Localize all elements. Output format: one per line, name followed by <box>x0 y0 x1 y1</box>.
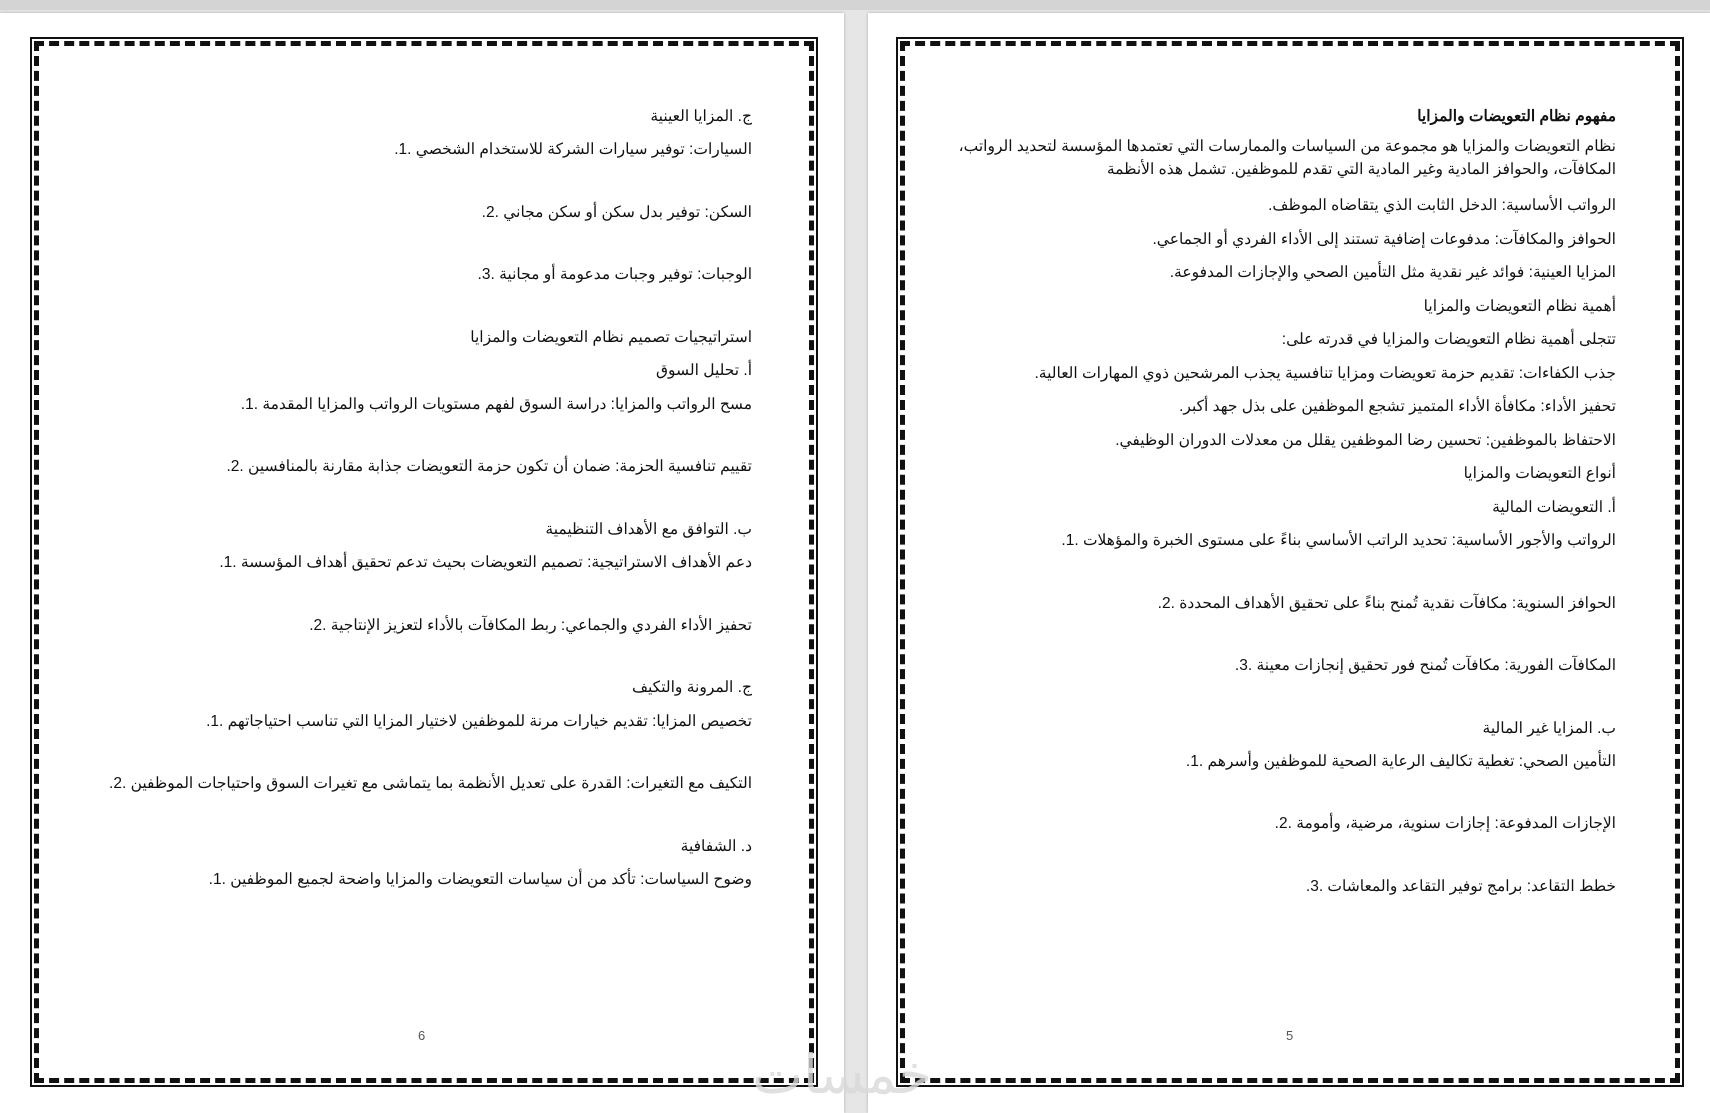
text-line: الحوافز والمكافآت: مدفوعات إضافية تستند إلى الأداء الفردي أو الجماعي. <box>1152 230 1616 248</box>
text-line: أهمية نظام التعويضات والمزايا <box>1423 297 1616 315</box>
document-page-6 <box>0 13 844 1113</box>
numbered-item: مسح الرواتب والمزايا: دراسة السوق لفهم مستويات الرواتب والمزايا المقدمة .1. <box>240 395 752 413</box>
text-line: الرواتب الأساسية: الدخل الثابت الذي يتقاضاه الموظف. <box>1268 197 1616 215</box>
text-line: ب. التوافق مع الأهداف التنظيمية <box>545 520 752 538</box>
text-line: أنواع التعويضات والمزايا <box>1463 465 1616 483</box>
numbered-item: تحفيز الأداء الفردي والجماعي: ربط المكافآت بالأداء لتعزيز الإنتاجية .2. <box>309 616 752 634</box>
page-content <box>70 106 752 892</box>
numbered-item: تخصيص المزايا: تقديم خيارات مرنة للموظفين لاختيار المزايا التي تناسب احتياجاتهم .1. <box>206 712 752 730</box>
numbered-item: الوجبات: توفير وجبات مدعومة أو مجانية .3. <box>477 266 752 284</box>
numbered-item: السيارات: توفير سيارات الشركة للاستخدام الشخصي .1. <box>394 141 752 159</box>
text-line: استراتيجيات تصميم نظام التعويضات والمزايا <box>470 328 752 346</box>
numbered-item: وضوح السياسات: تأكد من أن سياسات التعويضات والمزايا واضحة لجميع الموظفين .1. <box>208 871 752 889</box>
page-number: 5 <box>1286 1028 1294 1043</box>
text-line: ب. المزايا غير المالية <box>1482 719 1616 737</box>
watermark-logo: خمسات <box>752 1045 933 1105</box>
page-number: 6 <box>418 1028 426 1043</box>
text-line: ج. المزايا العينية <box>650 108 752 125</box>
numbered-item: التكيف مع التغيرات: القدرة على تعديل الأنظمة بما يتماشى مع تغيرات السوق واحتياجات الموظفين .2. <box>109 775 752 793</box>
numbered-item: الحوافز السنوية: مكافآت نقدية تُمنح بناءً على تحقيق الأهداف المحددة .2. <box>1157 594 1616 612</box>
text-line: جذب الكفاءات: تقديم حزمة تعويضات ومزايا تنافسية يجذب المرشحين ذوي المهارات العالية. <box>1034 364 1616 382</box>
text-line: أ. تحليل السوق <box>656 362 752 380</box>
numbered-item: المكافآت الفورية: مكافآت تُمنح فور تحقيق إنجازات معينة .3. <box>1234 657 1616 675</box>
text-line: أ. التعويضات المالية <box>1492 498 1616 516</box>
intro-paragraph: نظام التعويضات والمزايا هو مجموعة من السياسات والممارسات التي تعتمدها المؤسسة لتحديد الرواتب، المكافآت، والحوافز المادية وغير المادية التي تقدم للموظفين. تشمل هذه الأنظمة <box>958 138 1616 178</box>
section-title: مفهوم نظام التعويضات والمزايا <box>1417 108 1616 125</box>
top-bar <box>0 0 1710 10</box>
text-line: تحفيز الأداء: مكافأة الأداء المتميز تشجع الموظفين على بذل جهد أكبر. <box>1179 398 1616 416</box>
numbered-item: خطط التقاعد: برامج توفير التقاعد والمعاشات .3. <box>1305 877 1616 895</box>
text-line: ج. المرونة والتكيف <box>631 679 752 697</box>
text-line: الاحتفاظ بالموظفين: تحسين رضا الموظفين يقلل من معدلات الدوران الوظيفي. <box>1115 431 1616 449</box>
numbered-item: السكن: توفير بدل سكن أو سكن مجاني .2. <box>481 203 752 221</box>
document-page-5 <box>868 13 1710 1113</box>
text-line: المزايا العينية: فوائد غير نقدية مثل التأمين الصحي والإجازات المدفوعة. <box>1169 264 1616 282</box>
numbered-item: تقييم تنافسية الحزمة: ضمان أن تكون حزمة التعويضات جذابة مقارنة بالمنافسين .2. <box>226 458 752 476</box>
page-content <box>948 106 1616 898</box>
numbered-item: دعم الأهداف الاستراتيجية: تصميم التعويضات بحيث تدعم تحقيق أهداف المؤسسة .1. <box>219 554 752 572</box>
text-line: تتجلى أهمية نظام التعويضات والمزايا في قدرته على: <box>1281 331 1616 349</box>
numbered-item: التأمين الصحي: تغطية تكاليف الرعاية الصحية للموظفين وأسرهم .1. <box>1185 752 1616 770</box>
numbered-item: الرواتب والأجور الأساسية: تحديد الراتب الأساسي بناءً على مستوى الخبرة والمؤهلات .1. <box>1061 532 1616 550</box>
text-line: د. الشفافية <box>680 837 752 855</box>
numbered-item: الإجازات المدفوعة: إجازات سنوية، مرضية، وأمومة .2. <box>1274 815 1616 833</box>
